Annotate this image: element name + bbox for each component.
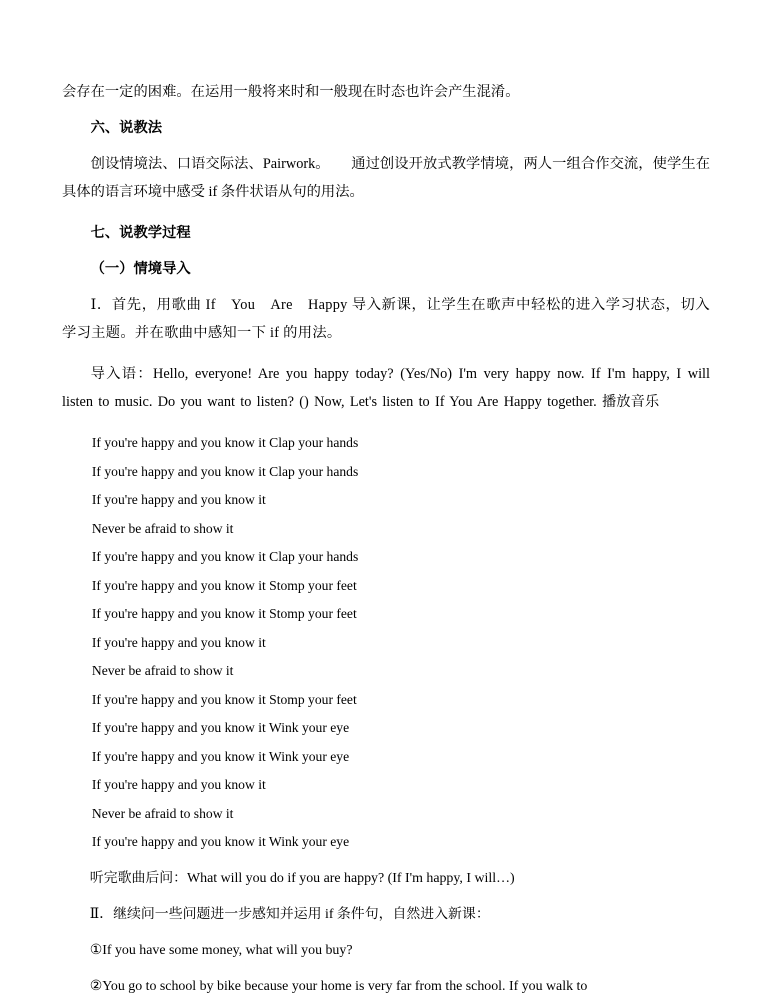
spacer: [62, 283, 710, 291]
paragraph-difficulty: 会存在一定的困难。在运用一般将来时和一般现在时态也许会产生混淆。: [62, 84, 520, 100]
heading-teaching-process: 七、说教学过程: [90, 225, 191, 241]
lyric-line: If you're happy and you know it Stomp your feet: [91, 577, 357, 593]
song-lyrics-block: [62, 429, 710, 857]
spacer: [62, 347, 710, 360]
paragraph-methods: 创设情境法、口语交际法、Pairwork。 通过创设开放式教学情境，两人一组合作交流，使学生在具体的语言环境中感受 if 条件状语从句的用法。: [62, 156, 710, 200]
spacer: [62, 247, 710, 255]
spacer: [62, 929, 710, 937]
spacer: [62, 965, 710, 973]
paragraph-lead-in: 导入语：Hello, everyone! Are you happy today? (Yes/No) I'm very happy now. If I'm happy, I will listen to music. Do you want to listen? () Now, Let's listen to If You Are Happy together. 播放音乐: [62, 366, 710, 410]
lyric-line: Never be afraid to show it: [91, 520, 234, 536]
question-item: ①If you have some money, what will you buy?: [89, 942, 353, 958]
lyric-line: If you're happy and you know it Wink your eye: [91, 720, 350, 735]
lyric-line: If you're happy and you know it Clap your hands: [91, 463, 359, 479]
lyric-line: If you're happy and you know it Clap your hands: [91, 435, 359, 450]
lyric-line: Never be afraid to show it: [91, 663, 234, 678]
lyric-line: Never be afraid to show it: [91, 805, 234, 821]
spacer: [62, 857, 710, 865]
lyric-line: If you're happy and you know it Stomp your feet: [91, 606, 357, 621]
document-body: [62, 78, 710, 1001]
lyric-line: If you're happy and you know it: [91, 492, 266, 507]
spacer: [62, 106, 710, 114]
heading-teaching-methods: 六、说教法: [90, 120, 163, 136]
paragraph-step-two: Ⅱ．继续问一些问题进一步感知并运用 if 条件句，自然进入新课：: [89, 906, 490, 922]
lyric-line: If you're happy and you know it Stomp your feet: [91, 691, 357, 707]
spacer: [62, 416, 710, 429]
lyric-line: If you're happy and you know it Wink your eye: [91, 748, 350, 764]
lyric-line: If you're happy and you know it: [91, 634, 266, 650]
lyric-line: If you're happy and you know it Clap your hands: [91, 549, 359, 564]
paragraph-step-one: Ⅰ．首先，用歌曲 If You Are Happy 导入新课，让学生在歌声中轻松的进入学习状态，切入学习主题。并在歌曲中感知一下 if 的用法。: [62, 297, 710, 341]
question-item: ②You go to school by bike because your home is very far from the school. If you walk to: [89, 978, 588, 994]
spacer: [62, 142, 710, 150]
spacer: [62, 893, 710, 901]
spacer: [62, 206, 710, 219]
lyric-line: If you're happy and you know it Wink your eye: [91, 834, 350, 849]
paragraph-after-song: 听完歌曲后问：What will you do if you are happy? (If I'm happy, I will…): [89, 870, 515, 886]
heading-situation-intro: （一）情境导入: [90, 261, 191, 277]
lyric-line: If you're happy and you know it: [91, 777, 266, 792]
